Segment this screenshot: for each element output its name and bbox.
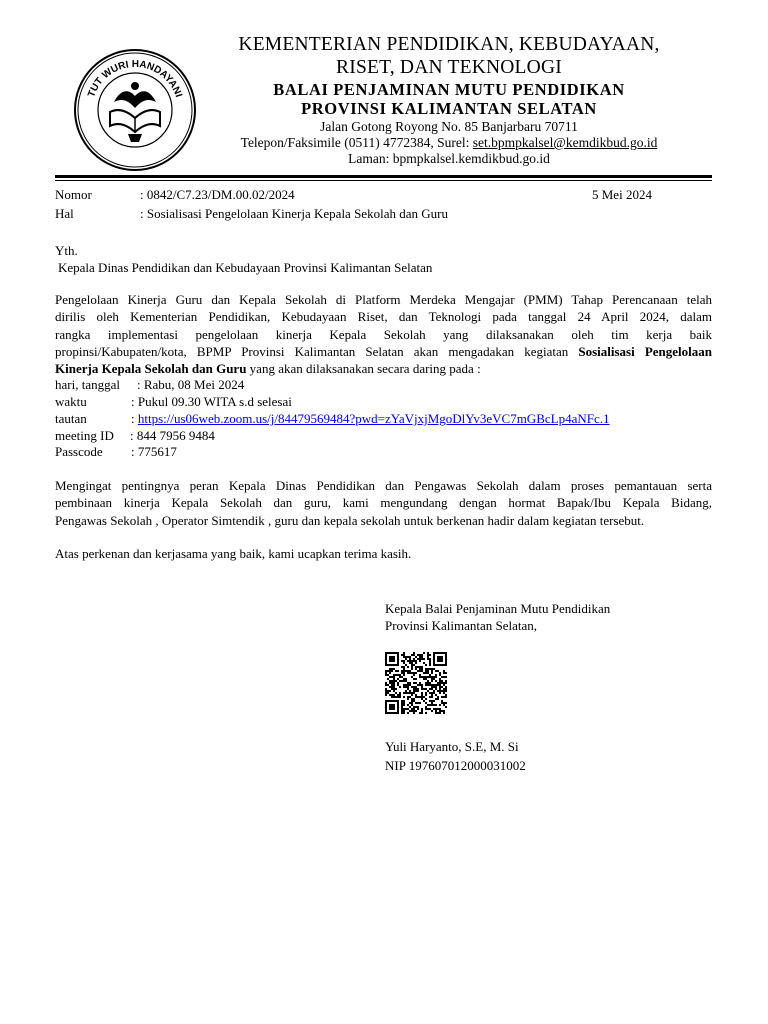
greeting: Yth. bbox=[55, 243, 78, 258]
paragraph-intro-line: dirilis oleh Kementerian Pendidikan, Kebudayaan Riset, dan Teknologi pada tanggal 24 April 2024, dalam bbox=[55, 309, 712, 325]
paragraph-invitation bbox=[55, 477, 712, 529]
hari-label: hari, tanggal bbox=[55, 377, 120, 392]
waktu-label: waktu bbox=[55, 394, 87, 409]
event-title-part1: Sosialisasi Pengelolaan bbox=[578, 343, 712, 359]
paragraph-invitation-line: Mengingat pentingnya peran Kepala Dinas Pendidikan dan Pengawas Sekolah dalam proses pemantauan serta bbox=[55, 478, 712, 493]
waktu-value: : Pukul 09.30 WITA s.d selesai bbox=[131, 394, 292, 409]
office-address: Jalan Gotong Royong No. 85 Banjarbaru 70711 bbox=[320, 119, 578, 134]
signatory-nip: NIP 197607012000031002 bbox=[385, 758, 526, 773]
paragraph-intro-line bbox=[55, 360, 712, 377]
paragraph-intro-line: Pengelolaan Kinerja Guru dan Kepala Sekolah di Platform Merdeka Mengajar (PMM) Tahap Perencanaan telah bbox=[55, 292, 712, 307]
tautan-label: tautan bbox=[55, 411, 87, 426]
paragraph-intro-line bbox=[55, 343, 712, 360]
event-title-part2: Kinerja Kepala Sekolah dan Guru bbox=[55, 361, 247, 377]
office-website: Laman: bpmpkalsel.kemdikbud.go.id bbox=[348, 151, 550, 166]
meeting-id-value: : 844 7956 9484 bbox=[130, 428, 215, 443]
paragraph-invitation-line: Pengawas Sekolah , Operator Simtendik , guru dan kepala sekolah untuk berkenan hadir dalam kegiatan tersebut. bbox=[55, 512, 645, 528]
intro-text: propinsi/Kabupaten/kota, BPMP Provinsi Kalimantan Selatan akan mengadakan kegiatan bbox=[55, 343, 579, 359]
office-name-line2: PROVINSI KALIMANTAN SELATAN bbox=[301, 99, 597, 118]
hari-value: : Rabu, 08 Mei 2024 bbox=[137, 377, 245, 392]
passcode-value: : 775617 bbox=[131, 444, 177, 459]
office-contact bbox=[200, 135, 698, 151]
paragraph-invitation-line: pembinaan kinerja Kepala Sekolah dan guru, kami mengundang dengan hormat Bapak/Ibu Kepala Bidang, bbox=[55, 495, 712, 511]
signatory-name: Yuli Haryanto, S.E, M. Si bbox=[385, 739, 519, 754]
letterhead-rule-thin bbox=[55, 180, 712, 181]
paragraph-intro-line: rangka implementasi pengelolaan kinerja Kepala Sekolah yang dilaksanakan oleh tim kerja baik bbox=[55, 326, 712, 342]
tut-wuri-handayani-logo bbox=[70, 42, 200, 172]
tautan-value bbox=[131, 410, 609, 427]
hal-label: Hal bbox=[55, 206, 74, 221]
svg-text:TUT WURI HANDAYANI: TUT WURI HANDAYANI bbox=[86, 58, 184, 99]
phone-text: Telepon/Faksimile (0511) 4772384, Surel: bbox=[240, 135, 473, 150]
office-name-line1: BALAI PENJAMINAN MUTU PENDIDIKAN bbox=[273, 80, 625, 99]
letter-date: 5 Mei 2024 bbox=[592, 187, 652, 202]
meeting-id-label: meeting ID bbox=[55, 428, 114, 443]
qr-code-signature bbox=[385, 652, 447, 714]
ministry-name-line1: KEMENTERIAN PENDIDIKAN, KEBUDAYAAN, bbox=[238, 34, 660, 55]
intro-text-end: yang akan dilaksanakan secara daring pada : bbox=[246, 361, 481, 377]
zoom-link[interactable]: https://us06web.zoom.us/j/84479569484?pwd=zYaVjxjMgoDlYv3eVC7mGBcLp4aNFc.1 bbox=[137, 411, 610, 426]
nomor-value: : 0842/C7.23/DM.00.02/2024 bbox=[140, 187, 295, 202]
passcode-label: Passcode bbox=[55, 444, 103, 459]
tautan-colon: : bbox=[131, 411, 138, 426]
ministry-name-line2: RISET, DAN TEKNOLOGI bbox=[336, 57, 562, 78]
signatory-title-line2: Provinsi Kalimantan Selatan, bbox=[385, 618, 538, 633]
hal-value: : Sosialisasi Pengelolaan Kinerja Kepala Sekolah dan Guru bbox=[140, 206, 448, 221]
paragraph-intro bbox=[55, 291, 712, 377]
signatory-title-line1: Kepala Balai Penjaminan Mutu Pendidikan bbox=[385, 601, 611, 616]
email-link[interactable]: set.bpmpkalsel@kemdikbud.go.id bbox=[472, 135, 658, 150]
recipient-name: Kepala Dinas Pendidikan dan Kebudayaan Provinsi Kalimantan Selatan bbox=[58, 260, 433, 275]
closing-sentence: Atas perkenan dan kerjasama yang baik, kami ucapkan terima kasih. bbox=[55, 546, 412, 561]
letterhead-rule-thick bbox=[55, 175, 712, 178]
nomor-label: Nomor bbox=[55, 187, 92, 202]
